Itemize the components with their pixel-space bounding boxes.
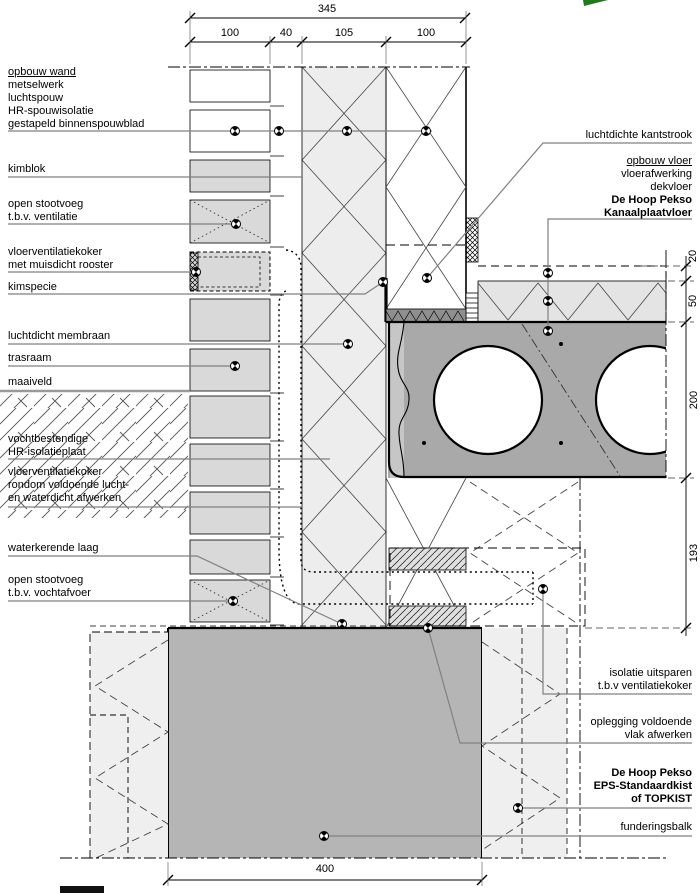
label-open-stootvoeg-vochtafvoer: open stootvoeg t.b.v. vochtafvoer [8, 574, 91, 599]
kimspecie-strip [386, 309, 466, 322]
below-slab-zone [386, 478, 585, 628]
logo-corner-icon [583, 0, 608, 6]
label-opbouw-vloer: opbouw vloer vloerafwerking dekvloer De Hoop Pekso Kanaalplaatvloer [603, 155, 692, 219]
inner-leaf [386, 67, 466, 309]
dim-metselwerk: 100 [220, 27, 240, 39]
dim-kanaalplaat: 200 [688, 390, 700, 410]
mortar-joint-ticks [270, 106, 284, 625]
label-open-stootvoeg-ventilatie: open stootvoeg t.b.v. ventilatie [8, 198, 84, 223]
page-edge-mark [60, 886, 104, 893]
label-trasraam: trasraam [8, 352, 52, 364]
eps-formwork-left [90, 632, 168, 858]
label-waterkerende-laag: waterkerende laag [8, 542, 99, 554]
cavity-insulation-layer [302, 67, 386, 628]
label-isolatie-uitsparen: isolatie uitsparen t.b.v ventilatiekoker [597, 667, 692, 692]
label-opbouw-wand: opbouw wand metselwerk luchtspouw HR-spouwisolatie gestapeld binnenspouwblad [8, 66, 145, 130]
dim-isolatie: 105 [334, 27, 354, 39]
label-koker-afwerken: vloerventilatiekoker rondom voldoende lucht- en waterdicht afwerken [8, 466, 130, 504]
label-eps-standaardkist: De Hoop Pekso EPS-Standaardkist of TOPKIST [593, 767, 692, 805]
dim-binnenblad: 100 [416, 27, 436, 39]
dim-total-width: 345 [317, 3, 337, 15]
dim-vloerafwerking: 20 [687, 249, 699, 263]
label-luchtdicht-membraan: luchtdicht membraan [8, 330, 111, 342]
hollow-core-1 [434, 346, 542, 454]
label-vloerventilatiekoker-rooster: vloerventilatiekoker met muisdicht rooster [8, 246, 114, 271]
label-kimspecie: kimspecie [8, 281, 57, 293]
label-luchtdichte-kantstrook: luchtdichte kantstrook [585, 129, 692, 141]
hollow-core-2 [596, 346, 700, 454]
dim-kruipruimte: 193 [688, 543, 700, 563]
edge-strip-blocks [466, 293, 478, 322]
vent-duct-brick [190, 252, 270, 291]
label-maaiveld: maaiveld [8, 376, 53, 388]
dim-luchtspouw: 40 [279, 27, 293, 39]
dim-funderingsbalk: 400 [315, 863, 335, 875]
dim-dekvloer: 50 [687, 294, 699, 308]
label-kimblok: kimblok [8, 163, 46, 175]
label-hr-isolatieplaat: vochtbestendige HR-isolatieplaat [8, 433, 89, 458]
masonry-outer-leaf [190, 70, 270, 622]
label-oplegging: oplegging voldoende vlak afwerken [590, 716, 692, 741]
foundation-beam [168, 628, 482, 858]
dekvloer-screed [478, 262, 666, 322]
label-funderingsbalk: funderingsbalk [620, 821, 692, 833]
kantstrook-crosshatch [466, 218, 478, 262]
hollow-core-slab [388, 322, 700, 478]
